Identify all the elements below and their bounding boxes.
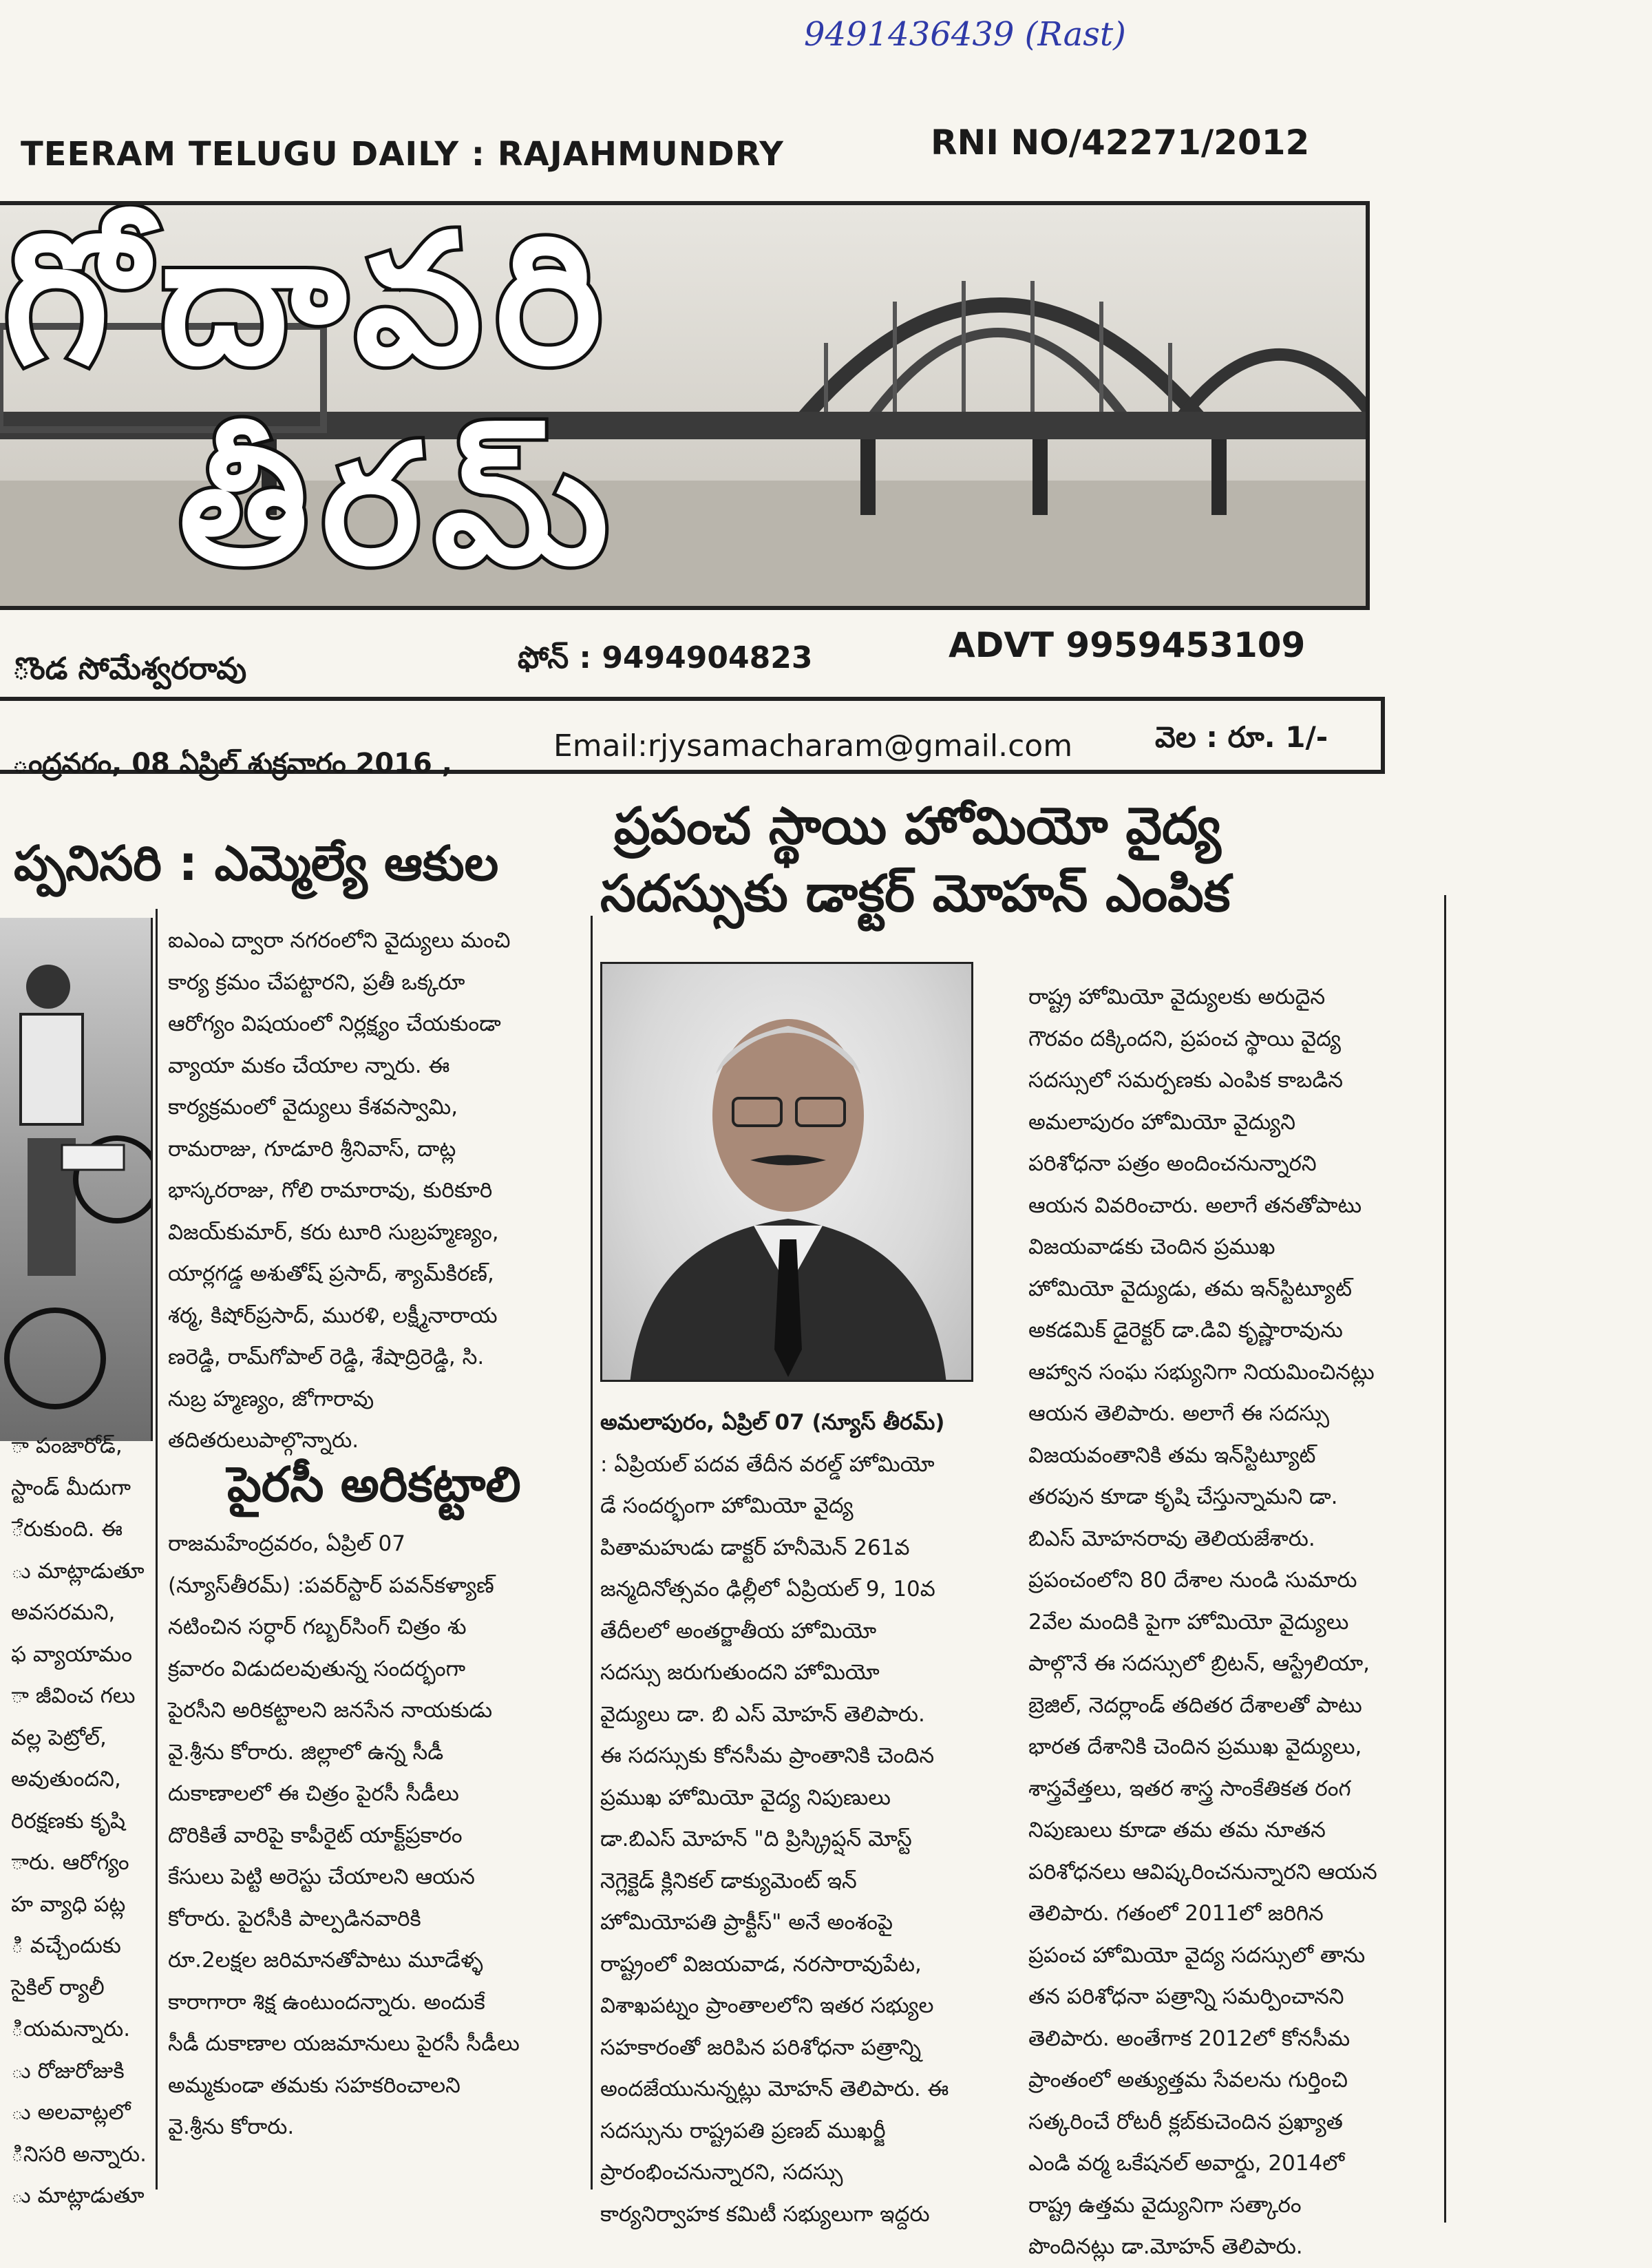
main-center-line: ఈ సదస్సుకు కోనసీమ ప్రాంతానికి చెందిన [600,1743,935,1768]
column-rule [591,916,593,2190]
main-center-line: రాష్ట్రంలో విజయవాడ, నరసారావుపేట, [600,1951,922,1977]
main-right-line: సత్కరించే రోటరీ క్లబ్‌కుచెందిన ప్రఖ్యాత [1028,2109,1343,2134]
main-right-line: 2వేల మందికి పైగా హోమియో వైద్యులు [1028,1609,1349,1635]
piracy-line: కేసులు పెట్టి అరెస్టు చేయాలని ఆయన [168,1865,475,1889]
mid-top-line: విజయ్‌కుమార్, కరు టూరి సుబ్రహ్మణ్యం, [168,1219,499,1245]
main-right-line: రాష్ట్ర హోమియో వైద్యులకు అరుదైన [1028,985,1326,1009]
main-right-line: పరిశోధనా పత్రం అందించనున్నారని [1028,1151,1317,1176]
main-right-line: ఆయన వివరించారు. అలాగే తనతోపాటు [1028,1193,1362,1218]
handwritten-note: 9491436439 (Rast) [804,15,1126,54]
left-line: ియమన్నారు. [11,2017,131,2041]
mid-top-line: ఐఎంఎ ద్వారా నగరంలోని వైద్యులు మంచి [168,928,511,953]
main-right-line: గౌరవం దక్కిందని, ప్రపంచ స్థాయి వైద్య [1028,1026,1341,1051]
main-center-line: డా.బిఎస్ మోహన్ "ది ప్రిస్క్రిప్షన్ మోస్ట్ [600,1827,912,1851]
page-edge-rule [1444,895,1446,2223]
mid-top-line: నుబ్ర హ్మణ్యం, జోగారావు [168,1386,374,1411]
main-center-line: జన్మదినోత్సవం ఢిల్లీలో ఏప్రియల్ 9, 10వ [600,1577,935,1602]
left-line: ేరుకుంది. ఈ [11,1517,123,1542]
main-center-line: వైద్యులు డా. బి ఎస్ మోహన్ తెలిపారు. [600,1701,925,1727]
main-center-line: : ఏప్రియల్ పదవ తేదీన వరల్డ్ హోమియో [600,1451,935,1477]
main-right-line: రాష్ట్ర ఉత్తమ వైద్యునిగా సత్కారం [1028,2192,1302,2218]
cyclist-figure [0,918,153,1441]
piracy-line: సీడీ దుకాణాల యజమానులు పైరసీ సీడీలు [168,2031,520,2056]
column-rule [156,909,158,2190]
main-right-line: ప్రపంచ హోమియో వైద్య సదస్సులో తాను [1028,1942,1366,1968]
left-line: ి వచ్చేందుకు [11,1933,121,1958]
editor-name: ొండ సోమేశ్వరరావు [12,651,247,686]
left-line: ు అలవాట్లలో [11,2100,131,2125]
mid-top-line: యార్లగడ్డ అశుతోష్ ప్రసాద్, శ్యామ్‌కిరణ్, [168,1261,494,1286]
masthead [0,201,1370,610]
piracy-line: దుకాణాలలో ఈ చిత్రం పైరసీ సీడీలు [168,1781,459,1806]
main-right-line: సదస్సులో సమర్పణకు ఎంపిక కాబడిన [1028,1068,1344,1093]
main-right-line: ఆహ్వాన సంఘ సభ్యునిగా నియమించినట్లు [1028,1359,1375,1385]
main-right-line: ఆయన తెలిపారు. అలాగే ఈ సదస్సు [1028,1401,1330,1426]
main-center-line: డే సందర్భంగా హోమియో వైద్య [600,1493,854,1518]
piracy-line: అమ్మకుండా తమకు సహకరించాలని [168,2072,460,2098]
advt-number: ADVT 9959453109 [949,625,1306,665]
left-line: ు మాట్లాడుతూ [11,1558,145,1584]
main-right-line: తెలిపారు. అంతేగాక 2012లో కోనసీమ [1028,2026,1351,2051]
main-right-line: అమలాపురం హోమియో వైద్యుని [1028,1109,1295,1135]
piracy-line: రాజమహేంద్రవరం, ఏప్రిల్ 07 [168,1531,406,1556]
left-line: ారు. ఆరోగ్యం [11,1850,129,1875]
contact-email: Email:rjysamacharam@gmail.com [553,728,1073,764]
mid-top-line: భాస్కరరాజు, గోలి రామారావు, కురికూరి [168,1178,493,1203]
main-center-line: సహకారంతో జరిపిన పరిశోధనా పత్రాన్ని [600,2035,922,2060]
mid-top-line: శర్మ, కిషోర్‌ప్రసాద్, మురళి, లక్ష్మీనారాయ [168,1303,498,1328]
left-line: ా జీవించ గలు [11,1683,136,1708]
cycle-rally-photo [0,918,153,1441]
phone-number: ఫోన్ : 9494904823 [518,640,813,675]
main-right-line: తెలిపారు. గతంలో 2011లో జరిగిన [1028,1901,1324,1926]
main-center-line: విశాఖపట్నం ప్రాంతాలలోని ఇతర సభ్యుల [600,1993,934,2018]
masthead-title-line1: గోదావరి [4,201,616,404]
left-line: అవుతుందని, [11,1767,121,1792]
main-center-line: కార్యనిర్వాహక కమిటీ సభ్యులుగా ఇద్దరు [600,2201,930,2227]
mid-story-top [168,920,581,1462]
left-line: రిరక్షణకు కృషి [11,1808,126,1834]
rni-number: RNI NO/42271/2012 [931,123,1310,162]
main-right-line: బ్రెజిల్, నెదర్లాండ్ తదితర దేశాలతో పాటు [1028,1692,1362,1718]
main-headline-line2: సదస్సుకు డాక్టర్ మోహన్ ఎంపిక [600,864,1231,923]
left-story-headline: ప్పనిసరి : ఎమ్మెల్యే ఆకుల [14,835,499,892]
masthead-title-line2: తీరమ్ [179,408,622,601]
left-line: హ వ్యాధి పట్ల [11,1891,126,1917]
mid-top-line: వ్యాయా మకం చేయాల న్నారు. ఈ [168,1053,450,1078]
piracy-line: దొరికితే వారిపై కాపీరైట్ యాక్ట్‌ప్రకారం [168,1823,463,1848]
left-line: వల్ల పెట్రోల్, [11,1725,107,1750]
main-right-line: హోమియో వైద్యుడు, తమ ఇన్‌స్టిట్యూట్ [1028,1276,1353,1301]
main-center-line: సదస్సు జరుగుతుందని హోమియో [600,1660,880,1685]
main-right-line: శాస్త్రవేత్తలు, ఇతర శాస్త్ర సాంకేతికత రంగ [1028,1776,1351,1801]
issue-date: ంద్రవరం, 08 ఏప్రిల్ శుక్రవారం 2016 , [12,748,452,779]
mid-top-line: రామరాజు, గూడూరి శ్రీనివాస్, దాట్ల [168,1136,456,1162]
left-line: ఫ వ్యాయామం [11,1641,132,1667]
main-right-line: బిఎస్ మోహనరావు తెలియజేశారు. [1028,1526,1315,1551]
main-center-line: హోమియోపతి ప్రాక్టీస్" అనే అంశంపై [600,1910,893,1935]
piracy-line: నటించిన సర్ధార్ గబ్బర్‌సింగ్ చిత్రం శు [168,1615,467,1639]
main-center-line: సదస్సును రాష్ట్రపతి ప్రణబ్ ముఖర్జీ [600,2118,886,2143]
main-right-line: పరిశోధనలు ఆవిష్కరించనున్నారని ఆయన [1028,1859,1377,1884]
main-center-line: అమలాపురం, ఏప్రిల్ 07 (న్యూస్ తీరమ్) [600,1410,945,1435]
main-right-line: ఎండి వర్మ ఒకేషనల్ అవార్డు, 2014లో [1028,2151,1345,2176]
mid-top-line: తదితరులుపాల్గొన్నారు. [168,1428,359,1453]
main-right-line: పొందినట్లు డా.మోహన్ తెలిపారు. [1028,2234,1303,2259]
main-story-right [1028,976,1400,2268]
main-center-line: ప్రారంభించనున్నారని, సదస్సు [600,2160,843,2185]
main-story-center [600,1402,977,2235]
main-right-line: విజయవంతానికి తమ ఇన్‌స్టిట్యూట్ [1028,1442,1316,1468]
piracy-line: కారాగారా శిక్ష ఉంటుందన్నారు. అందుకే [168,1989,485,2015]
mid-top-line: ణరెడ్డి, రామ్‌గోపాల్ రెడ్డి, శేషాద్రిరెడ్డి, సి. [168,1345,485,1369]
left-story-text [11,1425,149,2217]
doctor-photo [600,962,973,1382]
main-right-line: విజయవాడకు చెందిన ప్రముఖ [1028,1235,1275,1259]
main-right-line: భారత దేశానికి చెందిన ప్రముఖ వైద్యులు, [1028,1734,1362,1759]
left-line: అవసరమని, [11,1600,116,1625]
main-right-line: ప్రపంచంలోని 80 దేశాల నుండి సుమారు [1028,1568,1357,1593]
piracy-line: క్రవారం విడుదలవుతున్న సందర్భంగా [168,1656,466,1681]
piracy-story-body [168,1523,581,2148]
left-line: ు రోజురోజుకి [11,2058,125,2083]
piracy-line: వై.శ్రీను కోరారు. [168,2114,295,2139]
main-right-line: తరపున కూడా కృషి చేస్తున్నామని డా. [1028,1484,1338,1509]
main-right-line: ప్రాంతంలో అత్యుత్తమ సేవలను గుర్తించి [1028,2068,1348,2092]
main-center-line: ప్రముఖ హోమియో వైద్య నిపుణులు [600,1785,891,1810]
main-center-line: తేదీలలో అంతర్జాతీయ హోమియో [600,1618,877,1644]
piracy-headline: పైరసీ అరికట్టాలి [227,1456,521,1513]
paper-name-line: TEERAM TELUGU DAILY : RAJAHMUNDRY [21,135,784,174]
price: వెల : రూ. 1/- [1155,720,1328,754]
main-center-line: అందజేయునున్నట్లు మోహన్ తెలిపారు. ఈ [600,2077,949,2101]
doctor-portrait [602,964,973,1382]
main-right-line: తన పరిశోధనా పత్రాన్ని సమర్పించానని [1028,1984,1344,2009]
mid-top-line: ఆరోగ్యం విషయంలో నిర్లక్ష్యం చేయకుండా [168,1011,501,1036]
main-right-line: అకడమిక్ డైరెక్టర్ డా.డివి కృష్ణారావును [1028,1318,1343,1343]
main-right-line: పాల్గొనే ఈ సదస్సులో బ్రిటన్, ఆస్ట్రేలియా, [1028,1651,1370,1676]
left-line: ా పంజారోడ్, [11,1434,123,1458]
left-line: ు మాట్లాడుతూ [11,2183,145,2208]
piracy-line: వై.శ్రీను కోరారు. జిల్లాలో ఉన్న సీడీ [168,1739,444,1765]
main-center-line: నెగ్లెక్టెడ్ క్లినికల్ డాక్యుమెంట్ ఇన్ [600,1868,857,1893]
left-line: స్టాండ్ మీదుగా [11,1475,131,1500]
mid-top-line: కార్య క్రమం చేపట్టారని, ప్రతీ ఒక్కరూ [168,969,465,995]
piracy-line: (న్యూస్‌తీరమ్) :పవర్‌స్టార్ పవన్‌కళ్యాణ్ [168,1573,494,1598]
left-line: ినిసరి అన్నారు. [11,2141,147,2167]
main-center-line: పితామహుడు డాక్టర్ హనీమెన్ 261వ [600,1535,910,1560]
main-right-line: నిపుణులు కూడా తమ తమ నూతన [1028,1818,1326,1842]
piracy-line: రూ.2లక్షల జరిమానతోపాటు మూడేళ్ళ [168,1948,483,1973]
piracy-line: కోరారు. పైరసీకి పాల్పడినవారికి [168,1906,421,1931]
piracy-line: పైరసీని అరికట్టాలని జనసేన నాయకుడు [168,1698,493,1723]
main-headline-line1: ప్రపంచ స్థాయి హోమియో వైద్య [614,797,1221,856]
left-line: సైకిల్ ర్యాలీ [11,1975,105,2000]
mid-top-line: కార్యక్రమంలో వైద్యులు కేశవస్వామి, [168,1095,458,1120]
